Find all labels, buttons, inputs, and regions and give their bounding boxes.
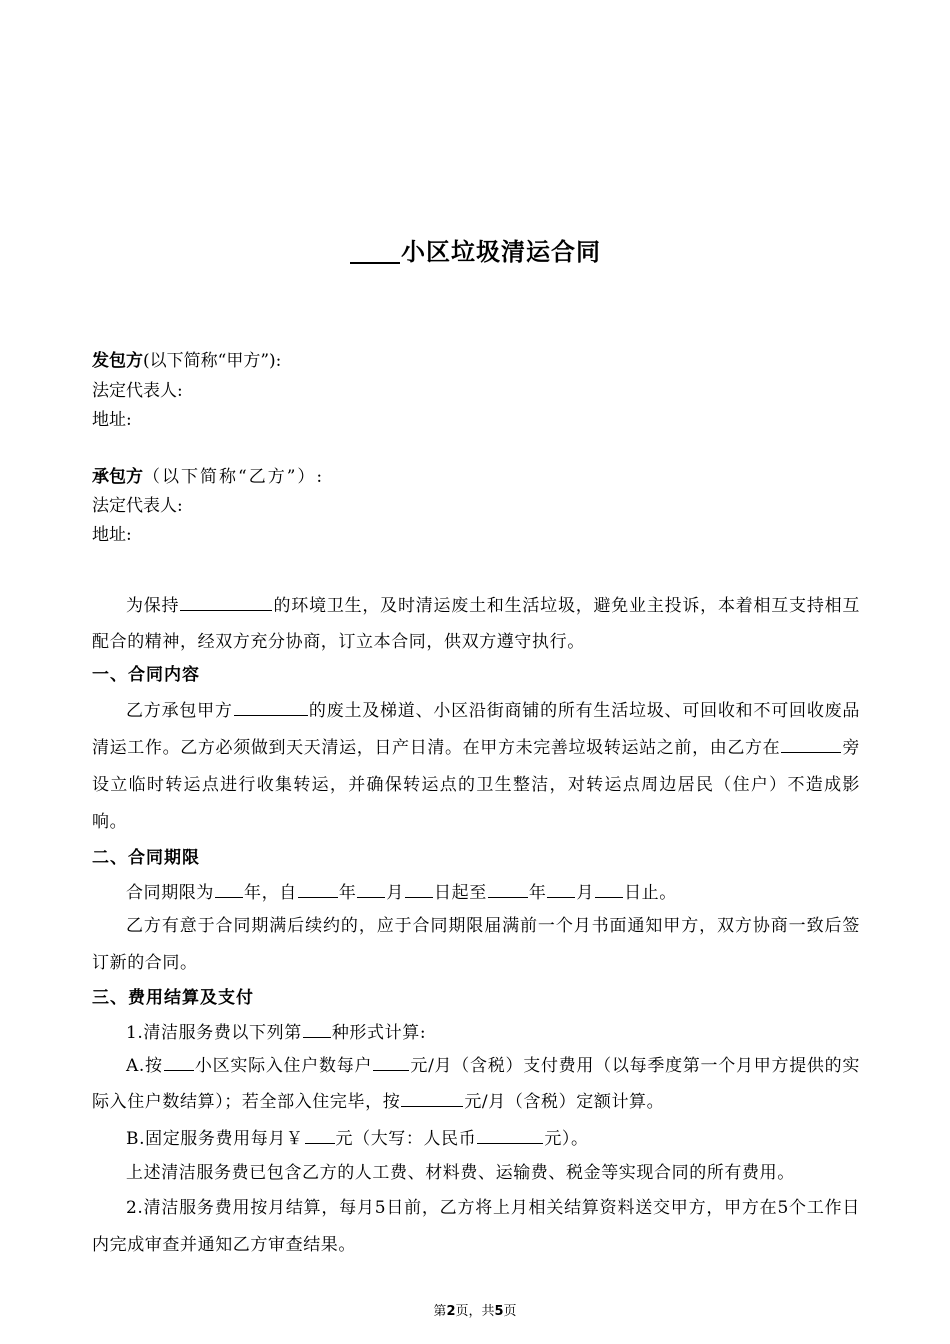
feeB-text-1: 元（大写：人民币: [335, 1129, 477, 1149]
term-text-6: 月: [576, 883, 595, 903]
fee1-text-0: 1.清洁服务费以下列第: [126, 1023, 302, 1043]
section-3-heading: 三、费用结算及支付: [92, 988, 254, 1008]
renewal-paragraph: 乙方有意于合同期满后续约的，应于合同期限届满前一个月书面通知甲方，双方协商一致后签订新的合同。: [92, 916, 860, 973]
term-text-1: 年，自: [244, 883, 297, 903]
page-number: 2: [446, 1304, 456, 1319]
feeB-blank-2: [477, 1125, 543, 1144]
term-text-2: 年: [338, 883, 357, 903]
title-blank: [350, 238, 400, 264]
fee-note: 上述清洁服务费已包含乙方的人工费、材料费、运输费、税金等实现合同的所有费用。: [126, 1163, 795, 1183]
party-b-rep: 法定代表人:: [92, 496, 183, 516]
term-blank-start-year: [298, 879, 338, 898]
footer-post: 页: [503, 1304, 517, 1319]
term-blank-start-month: [357, 879, 385, 898]
intro-paragraph: [92, 588, 860, 660]
feeA-text-2: 元/月（含税）支付费用（以每季度第一个月甲方提供的实际入住户数结算）；若全部入住完毕，按: [92, 1056, 861, 1112]
feeA-blank-1: [164, 1052, 194, 1071]
footer-mid: 页，共: [455, 1304, 495, 1319]
fee-item-2: 2.清洁服务费用按月结算，每月5日前，乙方将上月相关结算资料送交甲方，甲方在5个工作日内完成审查并通知乙方审查结果。: [92, 1198, 860, 1255]
term-text-3: 月: [386, 883, 405, 903]
s1-text-3: 旁设立临时转运点进行收集转运，并确保转运点的卫生整洁，对转运点周边居民（住户）不造成影响。: [92, 738, 860, 832]
party-a-line: [92, 350, 281, 372]
s1-blank-2: [781, 734, 841, 753]
party-a-label: 发包方: [92, 351, 143, 371]
feeB-blank-1: [305, 1125, 335, 1144]
title-text: 小区垃圾清运合同: [401, 238, 601, 266]
intro-blank: [180, 592, 272, 611]
fee-item-1: [92, 1016, 860, 1050]
intro-text-1: 为保持: [126, 596, 180, 616]
party-a-address: 地址:: [92, 410, 132, 430]
feeA-blank-2: [373, 1052, 409, 1071]
party-b-note: （以下简称“乙方”）:: [143, 467, 325, 487]
term-text-0: 合同期限为: [126, 883, 214, 903]
feeA-text-3: 元/月（含税）定额计算。: [464, 1092, 665, 1112]
page-footer: [0, 1300, 950, 1319]
section-1-paragraph: [92, 693, 860, 841]
term-blank-end-day: [595, 879, 623, 898]
term-blank-start-day: [405, 879, 433, 898]
term-line: [92, 876, 860, 910]
contract-title: [0, 232, 950, 267]
intro-text-2: 的环境卫生，及时清运废土和生活垃圾，避免业主投诉，本着相互支持相互配合的精神，经双方充分协商，订立本合同，供双方遵守执行。: [92, 596, 860, 652]
page-total: 5: [494, 1304, 504, 1319]
section-2-heading: 二、合同期限: [92, 848, 200, 868]
party-a-rep: 法定代表人:: [92, 381, 183, 401]
fee-item-a: [92, 1048, 860, 1120]
party-b-line: [92, 466, 324, 488]
feeB-text-0: B.固定服务费用每月￥: [126, 1129, 304, 1149]
term-blank-end-month: [547, 879, 575, 898]
party-a-note: (以下简称“甲方”):: [143, 351, 282, 371]
fee1-text-1: 种形式计算:: [331, 1023, 427, 1043]
s1-text-1: 乙方承包甲方: [126, 701, 233, 721]
s1-blank-1: [234, 697, 308, 716]
term-text-4: 日起至: [434, 883, 487, 903]
party-b-label: 承包方: [92, 467, 143, 487]
feeA-text-1: 小区实际入住户数每户: [194, 1056, 373, 1076]
party-b-address: 地址:: [92, 525, 132, 545]
feeA-text-0: A.按: [126, 1056, 163, 1076]
term-text-7: 日止。: [624, 883, 677, 903]
fee-item-b: [92, 1122, 860, 1156]
term-blank-end-year: [488, 879, 528, 898]
term-text-5: 年: [528, 883, 547, 903]
footer-pre: 第: [433, 1304, 447, 1319]
s1-text-2: 的废土及梯道、小区沿街商铺的所有生活垃圾、可回收和不可回收废品清运工作。乙方必须做到天天清运，日产日清。在甲方未完善垃圾转运站之前，由乙方在: [92, 701, 860, 758]
feeA-blank-3: [401, 1088, 463, 1107]
term-blank-years: [215, 879, 243, 898]
section-1-heading: 一、合同内容: [92, 665, 200, 685]
feeB-text-2: 元）。: [544, 1129, 589, 1149]
fee1-blank: [303, 1019, 331, 1038]
